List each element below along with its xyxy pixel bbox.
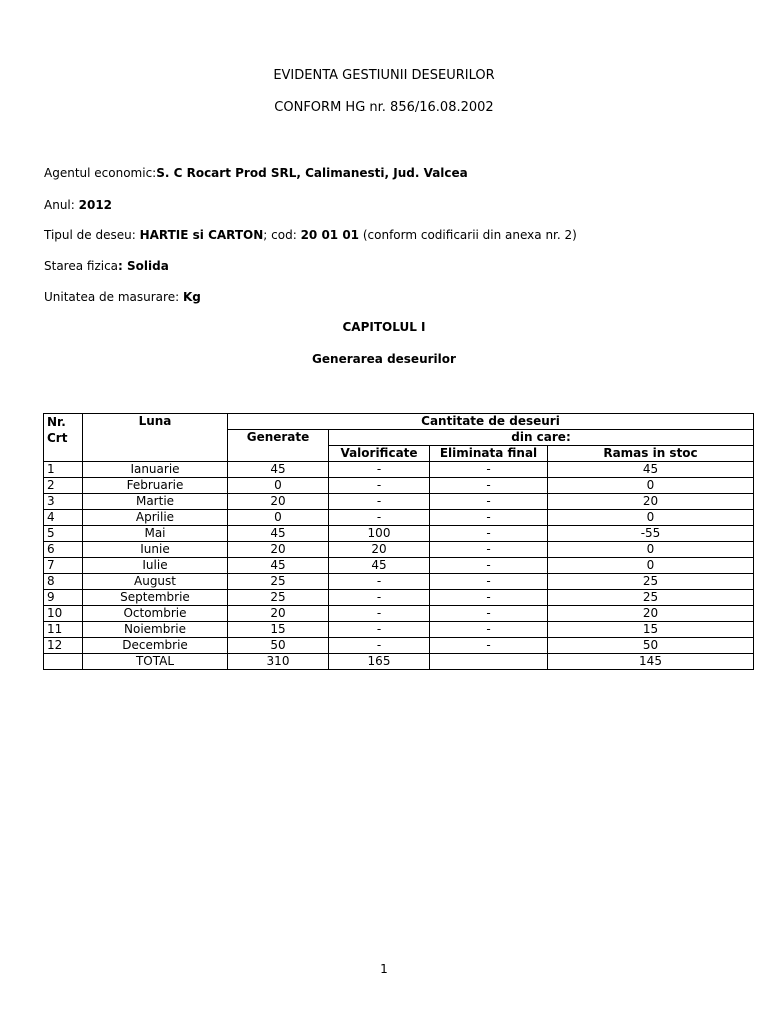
row-eliminata: - [430, 542, 548, 558]
row-month: Octombrie [83, 606, 228, 622]
agent-value: S. C Rocart Prod SRL, Calimanesti, Jud. Valcea [156, 166, 468, 180]
row-month: Noiembrie [83, 622, 228, 638]
row-eliminata: - [430, 462, 548, 478]
row-valorificate: - [329, 494, 430, 510]
row-ramas: 20 [548, 606, 754, 622]
row-generate: 25 [228, 590, 329, 606]
header-ramas: Ramas in stoc [548, 446, 754, 462]
row-generate: 45 [228, 558, 329, 574]
agent-label: Agentul economic: [44, 166, 157, 180]
type-label: Tipul de deseu: [44, 228, 140, 242]
row-generate: 0 [228, 478, 329, 494]
row-ramas: 50 [548, 638, 754, 654]
row-ramas: 25 [548, 574, 754, 590]
row-valorificate: - [329, 574, 430, 590]
page-number: 1 [380, 962, 388, 976]
row-month: Iunie [83, 542, 228, 558]
row-month: August [83, 574, 228, 590]
row-nr: 6 [44, 542, 83, 558]
total-valorificate: 165 [329, 654, 430, 670]
total-eliminata [430, 654, 548, 670]
row-nr: 4 [44, 510, 83, 526]
document-subtitle: CONFORM HG nr. 856/16.08.2002 [274, 100, 494, 115]
code-label: ; cod: [263, 228, 301, 242]
row-eliminata: - [430, 638, 548, 654]
row-eliminata: - [430, 622, 548, 638]
table-row [44, 526, 754, 542]
row-month: Februarie [83, 478, 228, 494]
year-line [44, 198, 112, 212]
row-generate: 25 [228, 574, 329, 590]
row-nr: 9 [44, 590, 83, 606]
header-luna: Luna [83, 414, 228, 462]
header-cantitate: Cantitate de deseuri [228, 414, 754, 430]
total-label: TOTAL [83, 654, 228, 670]
row-nr: 7 [44, 558, 83, 574]
row-nr: 2 [44, 478, 83, 494]
row-ramas: 20 [548, 494, 754, 510]
table-row [44, 462, 754, 478]
row-nr: 5 [44, 526, 83, 542]
row-generate: 20 [228, 606, 329, 622]
total-empty [44, 654, 83, 670]
row-ramas: 0 [548, 510, 754, 526]
row-month: Martie [83, 494, 228, 510]
row-month: Decembrie [83, 638, 228, 654]
waste-type-line [44, 228, 577, 242]
table-row [44, 542, 754, 558]
unit-value: Kg [182, 290, 201, 304]
row-ramas: 0 [548, 542, 754, 558]
row-eliminata: - [430, 558, 548, 574]
state-label: Starea fizica [44, 259, 119, 273]
document-title: EVIDENTA GESTIUNII DESEURILOR [273, 68, 495, 83]
row-eliminata: - [430, 494, 548, 510]
row-month: Aprilie [83, 510, 228, 526]
row-ramas: 15 [548, 622, 754, 638]
row-month: Septembrie [83, 590, 228, 606]
header-generate: Generate [228, 430, 329, 462]
total-row [44, 654, 754, 670]
row-nr: 10 [44, 606, 83, 622]
year-value: 2012 [78, 198, 113, 212]
row-valorificate: - [329, 606, 430, 622]
row-nr: 12 [44, 638, 83, 654]
row-eliminata: - [430, 590, 548, 606]
row-valorificate: - [329, 478, 430, 494]
row-generate: 45 [228, 526, 329, 542]
row-nr: 1 [44, 462, 83, 478]
header-valorificate: Valorificate [329, 446, 430, 462]
header-eliminata: Eliminata final [430, 446, 548, 462]
table-row [44, 510, 754, 526]
code-note: (conform codificarii din anexa nr. 2) [359, 228, 577, 242]
row-generate: 0 [228, 510, 329, 526]
row-valorificate: - [329, 510, 430, 526]
row-nr: 11 [44, 622, 83, 638]
chapter-subtitle: Generarea deseurilor [312, 352, 456, 366]
table-body [44, 462, 754, 670]
row-ramas: 0 [548, 478, 754, 494]
total-generate: 310 [228, 654, 329, 670]
header-din-care: din care: [329, 430, 754, 446]
row-generate: 20 [228, 494, 329, 510]
type-value: HARTIE si CARTON [139, 228, 264, 242]
row-generate: 20 [228, 542, 329, 558]
waste-table [43, 413, 754, 670]
table-row [44, 622, 754, 638]
agent-line [44, 166, 468, 180]
unit-line [44, 290, 201, 304]
row-ramas: 25 [548, 590, 754, 606]
row-month: Iulie [83, 558, 228, 574]
row-ramas: 45 [548, 462, 754, 478]
row-month: Mai [83, 526, 228, 542]
table-row [44, 606, 754, 622]
year-label: Anul: [44, 198, 79, 212]
row-nr: 8 [44, 574, 83, 590]
row-eliminata: - [430, 478, 548, 494]
row-eliminata: - [430, 574, 548, 590]
row-generate: 45 [228, 462, 329, 478]
state-line [44, 259, 169, 273]
header-nr: Nr. Crt [44, 414, 83, 462]
table-row [44, 494, 754, 510]
row-generate: 50 [228, 638, 329, 654]
row-ramas: -55 [548, 526, 754, 542]
row-valorificate: - [329, 590, 430, 606]
row-eliminata: - [430, 510, 548, 526]
unit-label: Unitatea de masurare: [44, 290, 183, 304]
row-eliminata: - [430, 526, 548, 542]
row-nr: 3 [44, 494, 83, 510]
row-valorificate: - [329, 638, 430, 654]
row-valorificate: 100 [329, 526, 430, 542]
total-ramas: 145 [548, 654, 754, 670]
table-row [44, 638, 754, 654]
row-valorificate: - [329, 462, 430, 478]
table-row [44, 574, 754, 590]
row-valorificate: 20 [329, 542, 430, 558]
row-ramas: 0 [548, 558, 754, 574]
table-row [44, 590, 754, 606]
row-eliminata: - [430, 606, 548, 622]
state-value: : Solida [118, 259, 169, 273]
row-valorificate: - [329, 622, 430, 638]
code-value: 20 01 01 [300, 228, 360, 242]
row-month: Ianuarie [83, 462, 228, 478]
row-valorificate: 45 [329, 558, 430, 574]
chapter-title: CAPITOLUL I [342, 320, 426, 334]
table-row [44, 478, 754, 494]
table-row [44, 558, 754, 574]
row-generate: 15 [228, 622, 329, 638]
